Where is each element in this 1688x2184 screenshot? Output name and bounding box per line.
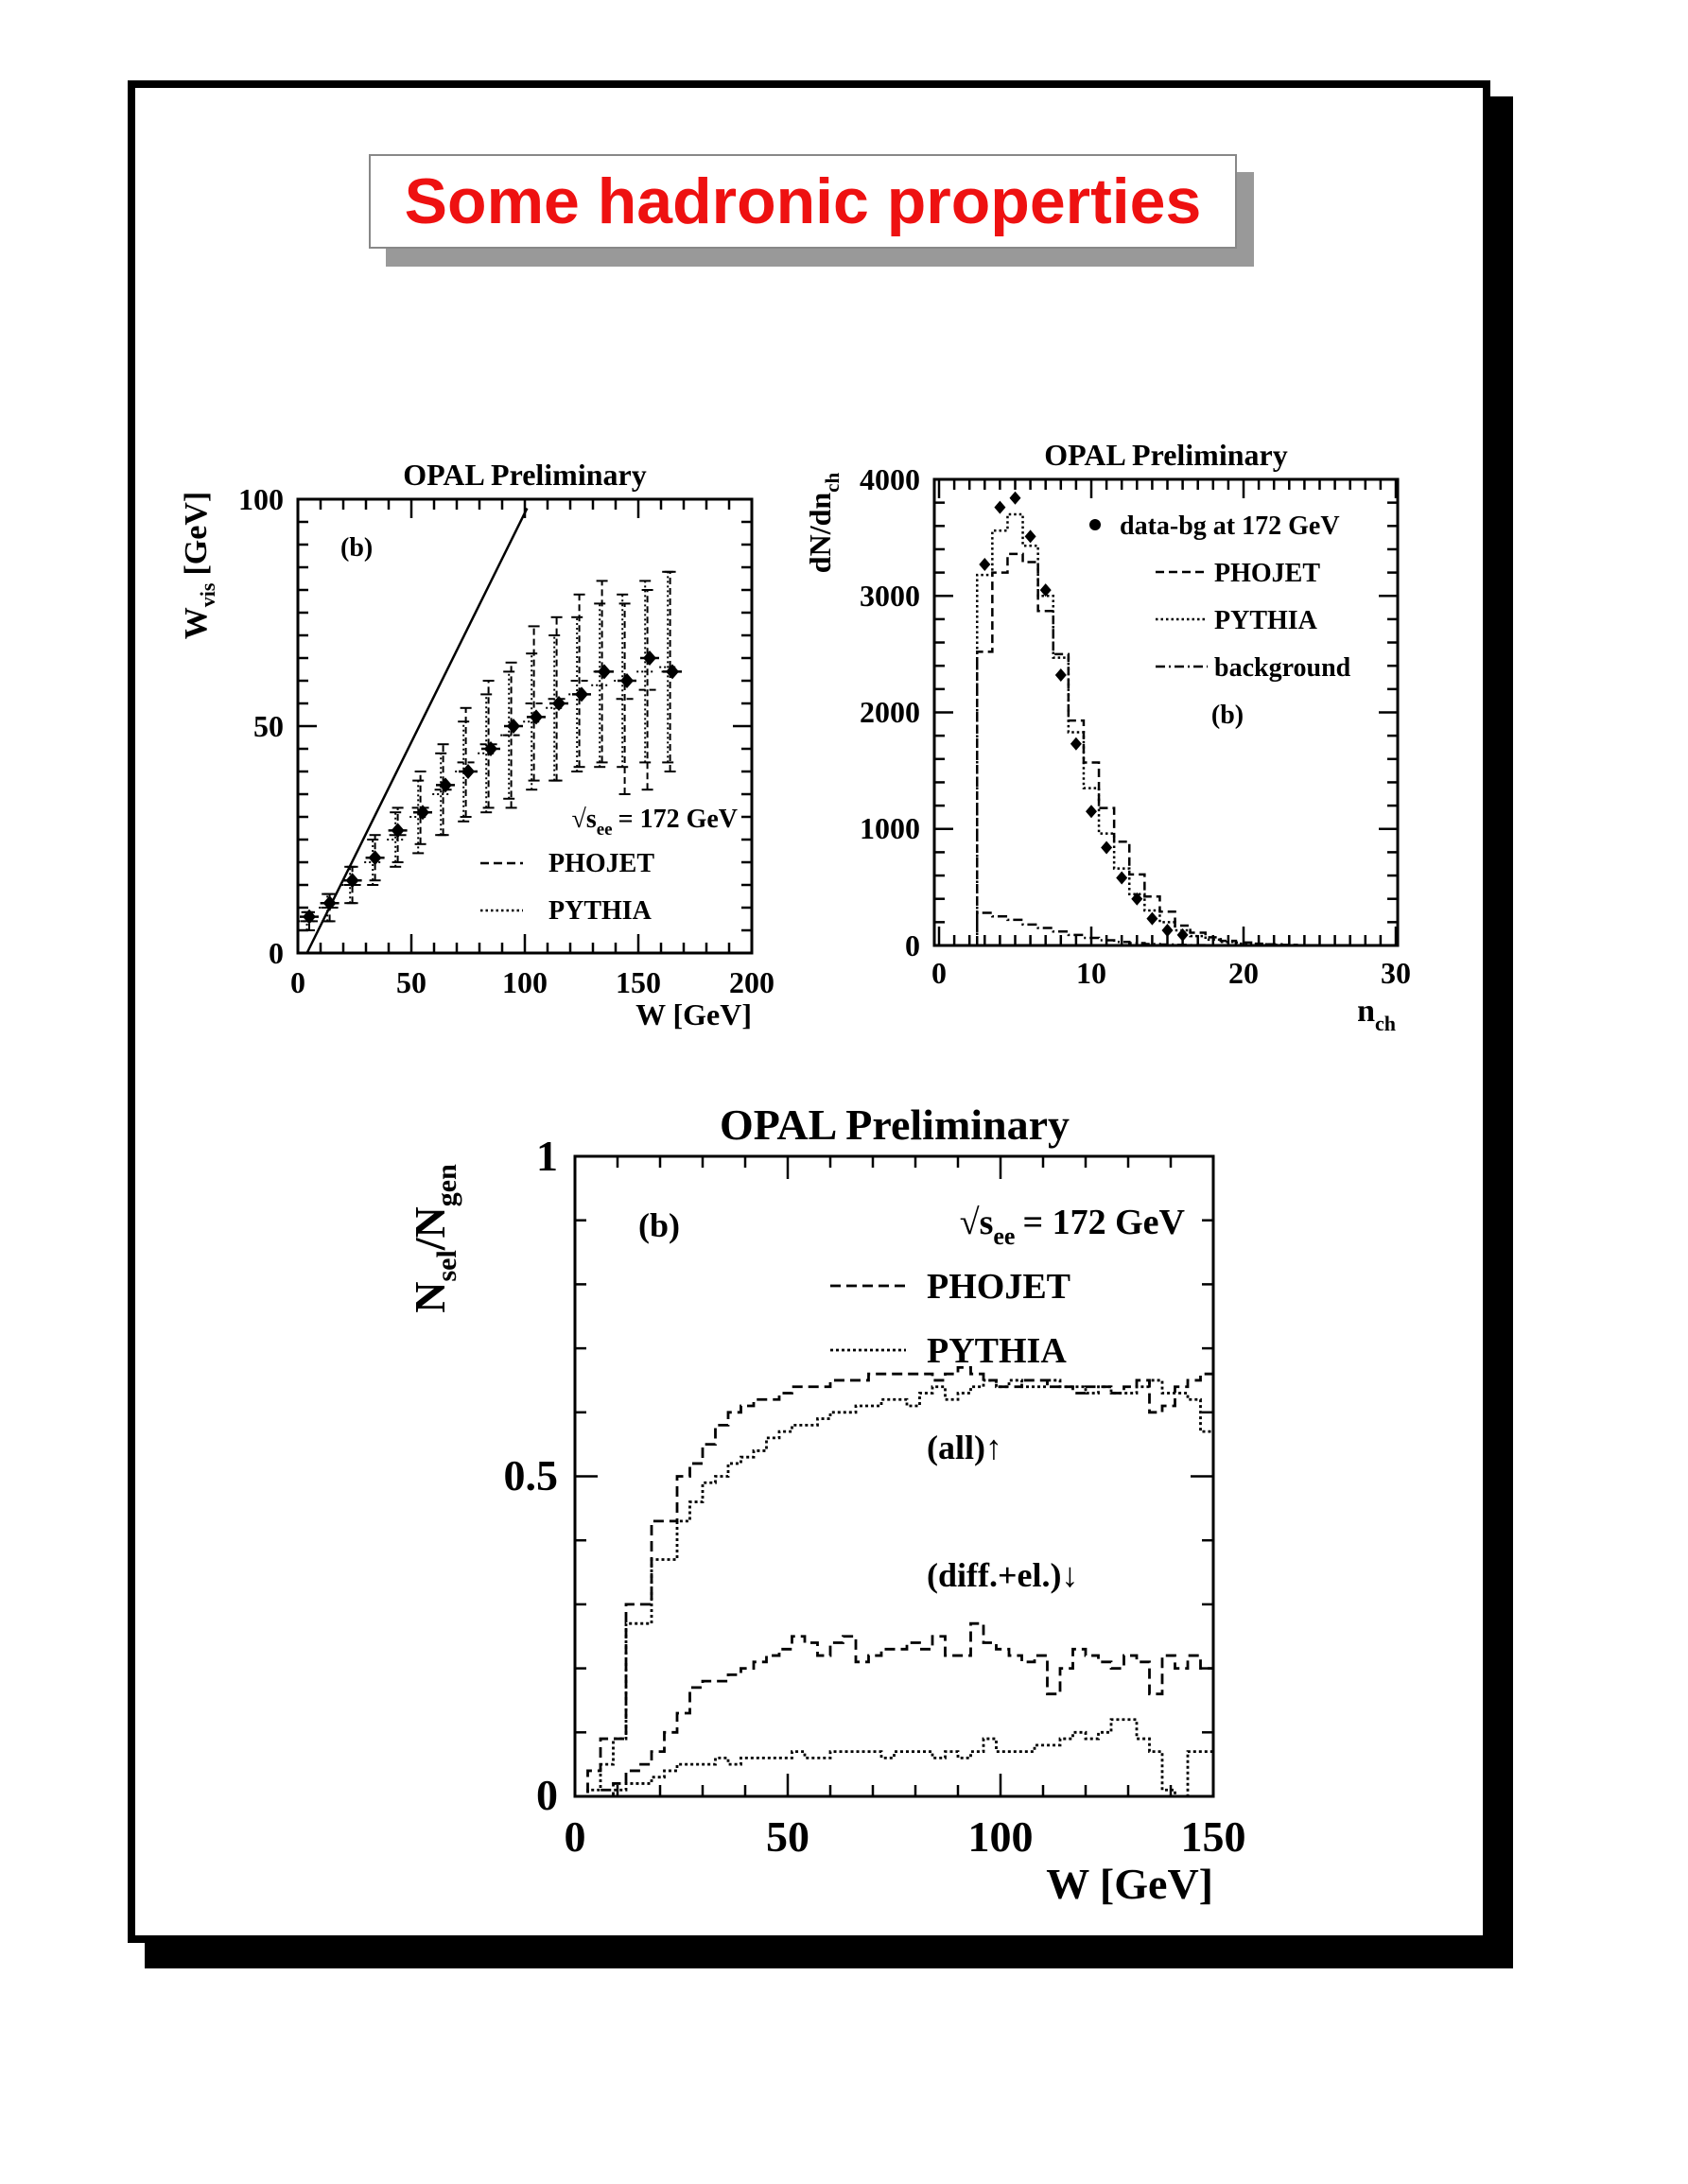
eff-x-tick-label: 0 [564,1812,586,1861]
nch-background-histogram [977,912,1251,945]
eff-chart [406,1101,1246,1908]
nch-data-point [1010,492,1021,505]
nch-panel-label: (b) [1210,701,1244,730]
eff-ticks [575,1156,1213,1796]
nch-legend-data-label: data-bg at 172 GeV [1120,511,1340,541]
wvis-legend-phojet-label: PHOJET [548,849,655,878]
eff-legend-pythia-label: PYTHIA [927,1331,1067,1371]
nch-data-point [1116,872,1127,885]
nch-y-tick-label: 3000 [860,579,920,613]
wvis-chart [179,458,774,1031]
wvis-x-tick-label: 200 [729,965,774,999]
nch-data-point [994,501,1005,514]
nch-y-tick-label: 1000 [860,811,920,845]
wvis-y-tick-label: 100 [238,482,284,516]
eff-title: OPAL Preliminary [719,1101,1070,1149]
eff-energy-label: $√s_{ee} = 172$ GeV [959,1203,1185,1250]
nch-x-tick-label: 20 [1228,956,1259,990]
wvis-diagonal-line [307,509,528,953]
nch-x-axis-label: $n_{ch}$ [1357,994,1396,1035]
nch-y-tick-label: 4000 [860,462,920,496]
wvis-x-tick-label: 50 [396,965,426,999]
wvis-data-point [461,764,475,779]
eff-annotation-all: (all)↑ [927,1429,1002,1466]
eff-annotation-diff-el: (diff.+el.)↓ [927,1556,1079,1594]
nch-y-axis-label: $dN/dn_{ch}$ [803,472,844,574]
nch-plot-frame [934,479,1398,945]
nch-y-tick-label: 0 [905,928,920,962]
wvis-x-tick-label: 150 [616,965,661,999]
nch-data-point [979,558,990,571]
eff-y-axis-label: $N_{sel}/N_{gen}$ [406,1164,462,1313]
eff-x-tick-label: 150 [1180,1812,1246,1861]
eff-panel-label: (b) [638,1206,680,1244]
nch-data-point [1040,583,1052,597]
eff-legend-phojet-label: PHOJET [927,1267,1071,1307]
wvis-x-axis-label: W [GeV] [635,997,752,1031]
nch-legend-phojet-label: PHOJET [1214,559,1321,588]
eff-x-tick-label: 50 [766,1812,809,1861]
nch-data-point [1101,841,1112,854]
nch-legend-pythia-label: PYTHIA [1214,606,1317,635]
eff-plot-frame [575,1156,1213,1796]
nch-data-point [1162,924,1174,937]
nch-x-tick-label: 0 [931,956,947,990]
wvis-plot-area [299,509,682,953]
eff-y-tick-label: 1 [536,1132,558,1180]
page-title: Some hadronic properties [404,165,1202,237]
wvis-panel-label: (b) [340,533,374,563]
nch-ticks [934,479,1398,945]
wvis-y-tick-label: 0 [269,936,284,970]
nch-legend-background-label: background [1214,653,1351,683]
eff-plot-area [575,1367,1213,1796]
nch-data-point [1131,893,1142,906]
wvis-title: OPAL Preliminary [403,458,647,492]
wvis-plot-frame [298,499,752,953]
eff-pythia-all-histogram [575,1380,1213,1796]
eff-y-tick-label: 0.5 [503,1451,558,1499]
eff-pythia-diffel-histogram [575,1720,1213,1796]
wvis-x-tick-label: 0 [290,965,305,999]
nch-data-point [1055,668,1067,682]
eff-x-axis-label: W [GeV] [1046,1860,1213,1908]
nch-data-point [1025,529,1036,543]
nch-data-point [1086,805,1097,818]
eff-phojet-all-histogram [575,1367,1213,1796]
wvis-x-tick-label: 100 [502,965,548,999]
wvis-y-axis-label: $W_{vis}[GeV]$ [179,491,219,640]
nch-data-point [1146,912,1157,926]
nch-y-tick-label: 2000 [860,695,920,729]
wvis-y-tick-label: 50 [253,709,284,743]
nch-title: OPAL Preliminary [1044,438,1288,472]
wvis-ticks [298,499,752,953]
nch-data-point [1070,737,1082,751]
nch-x-tick-label: 10 [1076,956,1106,990]
nch-chart [803,438,1411,1035]
wvis-legend-pythia-label: PYTHIA [548,896,652,926]
eff-y-tick-label: 0 [536,1771,558,1819]
wvis-energy-label: $√s_{ee} = 172$ GeV [571,805,738,840]
eff-x-tick-label: 100 [967,1812,1034,1861]
nch-legend-data-marker [1089,519,1101,530]
nch-x-tick-label: 30 [1381,956,1411,990]
